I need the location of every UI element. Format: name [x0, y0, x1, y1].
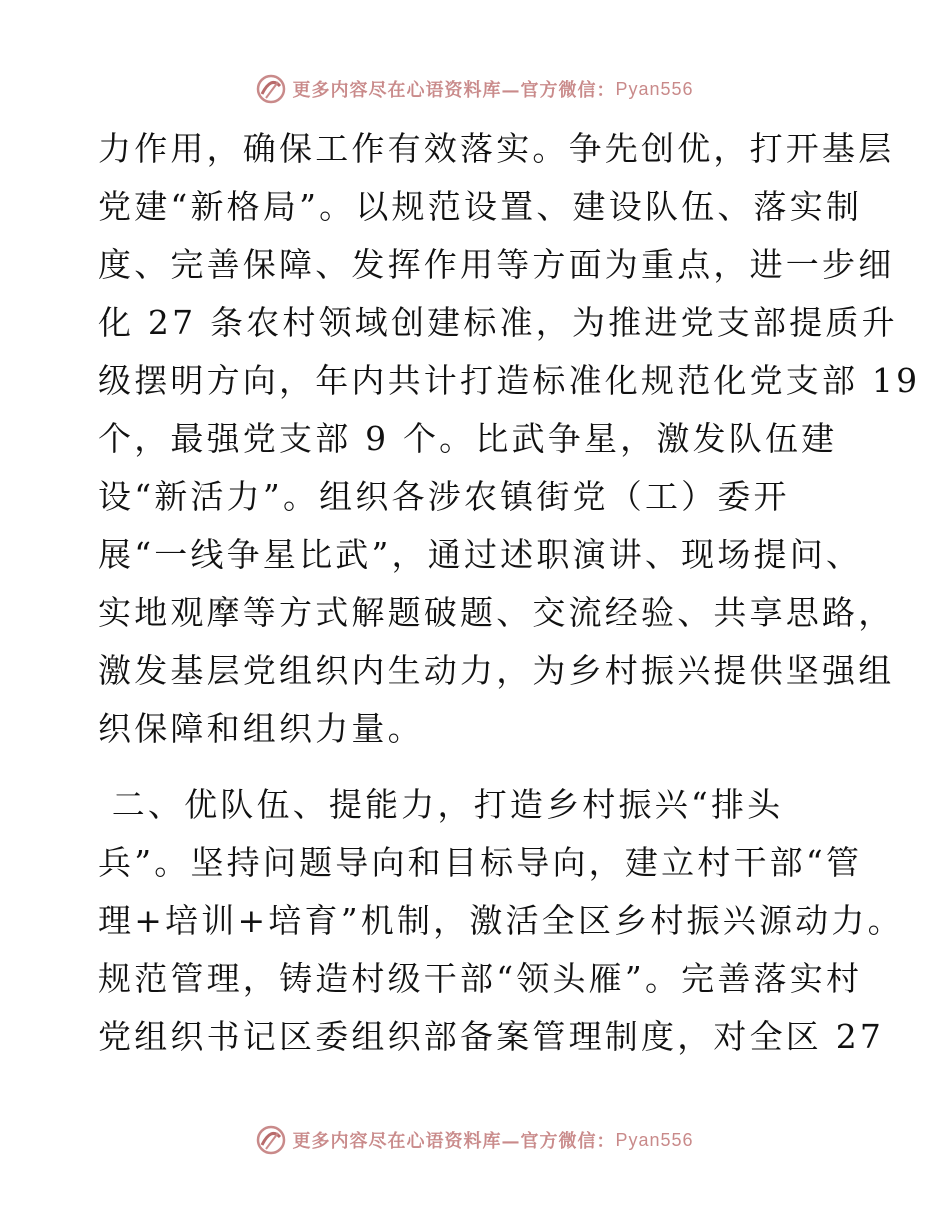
- text-line: 织保障和组织力量。: [98, 709, 424, 748]
- text-line: 党建“新格局”。以规范设置、建设队伍、落实制: [98, 187, 863, 226]
- paragraph-2: [98, 776, 904, 1066]
- text-line: 规范管理，铸造村级干部“领头雁”。完善落实村: [98, 959, 863, 998]
- brand-logo-icon: [256, 74, 286, 104]
- text-line: 实地观摩等方式解题破题、交流经验、共享思路，: [98, 593, 895, 632]
- watermark-wechat-id: Pyan556: [615, 1129, 694, 1150]
- text-line: 度、完善保障、发挥作用等方面为重点，进一步细: [98, 245, 895, 284]
- text-line: 党组织书记区委组织部备案管理制度，对全区 27: [98, 1017, 885, 1056]
- text-line: 化 27 条农村领域创建标准，为推进党支部提质升: [98, 303, 898, 342]
- document-body: [98, 120, 921, 1066]
- section-heading-line: 二、优队伍、提能力，打造乡村振兴“排头: [98, 785, 784, 824]
- brand-logo-icon: [256, 1125, 286, 1155]
- watermark-text: 更多内容尽在心语资料库—官方微信：: [292, 1131, 616, 1152]
- text-line: 展“一线争星比武”，通过述职演讲、现场提问、: [98, 535, 863, 574]
- text-line: 个，最强党支部 9 个。比武争星，激发队伍建: [98, 419, 838, 458]
- text-line: 设“新活力”。组织各涉农镇街党（工）委开: [98, 477, 790, 516]
- paragraph-1: [98, 120, 921, 758]
- text-line: 级摆明方向，年内共计打造标准化规范化党支部 19: [98, 361, 921, 400]
- text-line: 兵”。坚持问题导向和目标导向，建立村干部“管: [98, 843, 863, 882]
- text-line: 力作用，确保工作有效落实。争先创优，打开基层: [98, 129, 895, 168]
- text-line: 激发基层党组织内生动力，为乡村振兴提供坚强组: [98, 651, 895, 690]
- text-line: 理+培训+培育”机制，激活全区乡村振兴源动力。: [98, 901, 904, 940]
- watermark-text: 更多内容尽在心语资料库—官方微信：: [292, 80, 616, 101]
- header-watermark: [0, 72, 950, 106]
- watermark-wechat-id: Pyan556: [615, 78, 694, 99]
- footer-watermark: [0, 1123, 950, 1157]
- paragraph-spacer: [98, 758, 858, 776]
